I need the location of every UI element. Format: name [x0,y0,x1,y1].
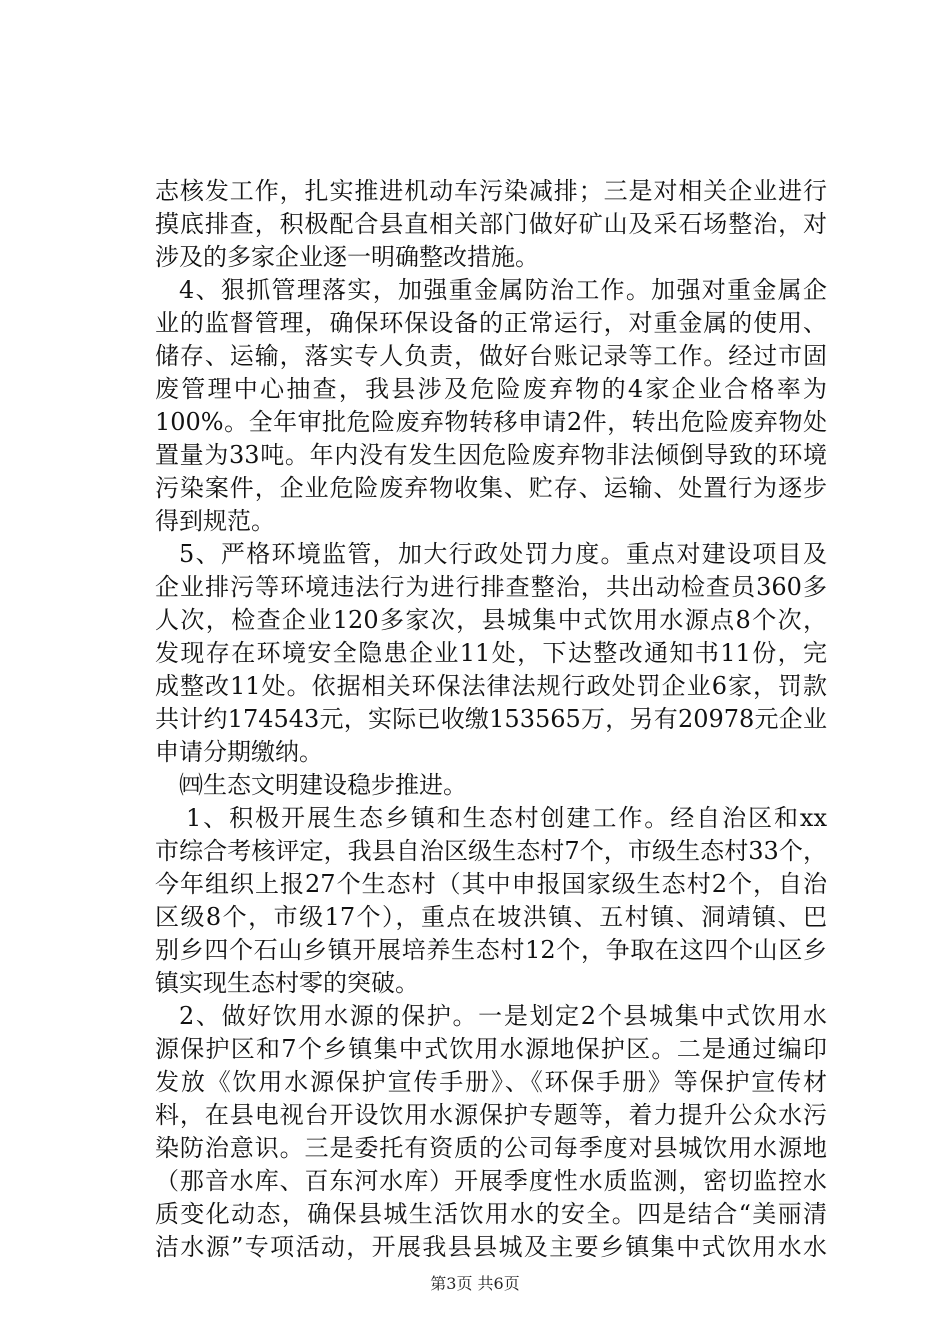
paragraph-3 [155,538,827,769]
text-line: 4、狠抓管理落实，加强重金属防治工作。加强对重金属企 [179,276,827,304]
text-line: 洁水源”专项活动，开展我县县城及主要乡镇集中式饮用水水 [155,1233,827,1261]
text-line: 得到规范。 [155,507,275,535]
text-line: 染防治意识。三是委托有资质的公司每季度对县城饮用水源地 [155,1134,827,1162]
text-line: 市综合考核评定，我县自治区级生态村7个，市级生态村33个， [155,837,827,865]
text-line: 人次，检查企业120多家次，县城集中式饮用水源点8个次， [155,606,827,634]
text-line: 发放《饮用水源保护宣传手册》、《环保手册》等保护宣传材 [155,1068,827,1096]
paragraph-2 [155,274,827,538]
text-line: 企业排污等环境违法行为进行排查整治，共出动检查员360多 [155,573,827,601]
text-line: 发现存在环境安全隐患企业11处，下达整改通知书11份，完 [155,639,827,667]
text-line: 镇实现生态村零的突破。 [155,969,419,997]
document-body [155,175,827,1264]
section-heading [155,769,827,802]
text-line: 废管理中心抽查，我县涉及危险废弃物的4家企业合格率为 [155,375,827,403]
text-line: 摸底排查，积极配合县直相关部门做好矿山及采石场整治，对 [155,210,827,238]
paragraph-4 [155,802,827,1000]
text-line: 质变化动态，确保县城生活饮用水的安全。四是结合“美丽清 [155,1200,827,1228]
text-line: 1、积极开展生态乡镇和生态村创建工作。经自治区和xx [186,804,827,832]
text-line: 业的监督管理，确保环保设备的正常运行，对重金属的使用、 [155,309,827,337]
text-line: 料，在县电视台开设饮用水源保护专题等，着力提升公众水污 [155,1101,827,1129]
text-line: 共计约174543元，实际已收缴153565万，另有20978元企业 [155,705,827,733]
text-line: 置量为33吨。年内没有发生因危险废弃物非法倾倒导致的环境 [155,441,827,469]
page-number: 第3页 共6页 [430,1274,520,1293]
text-line: 污染案件，企业危险废弃物收集、贮存、运输、处置行为逐步 [155,474,827,502]
text-line: 区级8个，市级17个），重点在坡洪镇、五村镇、洞靖镇、巴 [155,903,827,931]
text-line: 申请分期缴纳。 [155,738,323,766]
text-line: 涉及的多家企业逐一明确整改措施。 [155,243,539,271]
paragraph-5 [155,1000,827,1264]
paragraph-1 [155,175,827,274]
text-line: （那音水库、百东河水库）开展季度性水质监测，密切监控水 [155,1167,827,1195]
text-line: 成整改11处。依据相关环保法律法规行政处罚企业6家，罚款 [155,672,827,700]
text-line: 志核发工作，扎实推进机动车污染减排；三是对相关企业进行 [155,177,827,205]
text-line: ㈣生态文明建设稳步推进。 [179,771,467,799]
text-line: 源保护区和7个乡镇集中式饮用水源地保护区。二是通过编印 [155,1035,827,1063]
text-line: 5、严格环境监管，加大行政处罚力度。重点对建设项目及 [179,540,827,568]
text-line: 今年组织上报27个生态村（其中申报国家级生态村2个，自治 [155,870,827,898]
text-line: 别乡四个石山乡镇开展培养生态村12个，争取在这四个山区乡 [155,936,827,964]
text-line: 100%。全年审批危险废弃物转移申请2件，转出危险废弃物处 [155,408,827,436]
text-line: 2、做好饮用水源的保护。一是划定2个县城集中式饮用水 [179,1002,827,1030]
text-line: 储存、运输，落实专人负责，做好台账记录等工作。经过市固 [155,342,827,370]
